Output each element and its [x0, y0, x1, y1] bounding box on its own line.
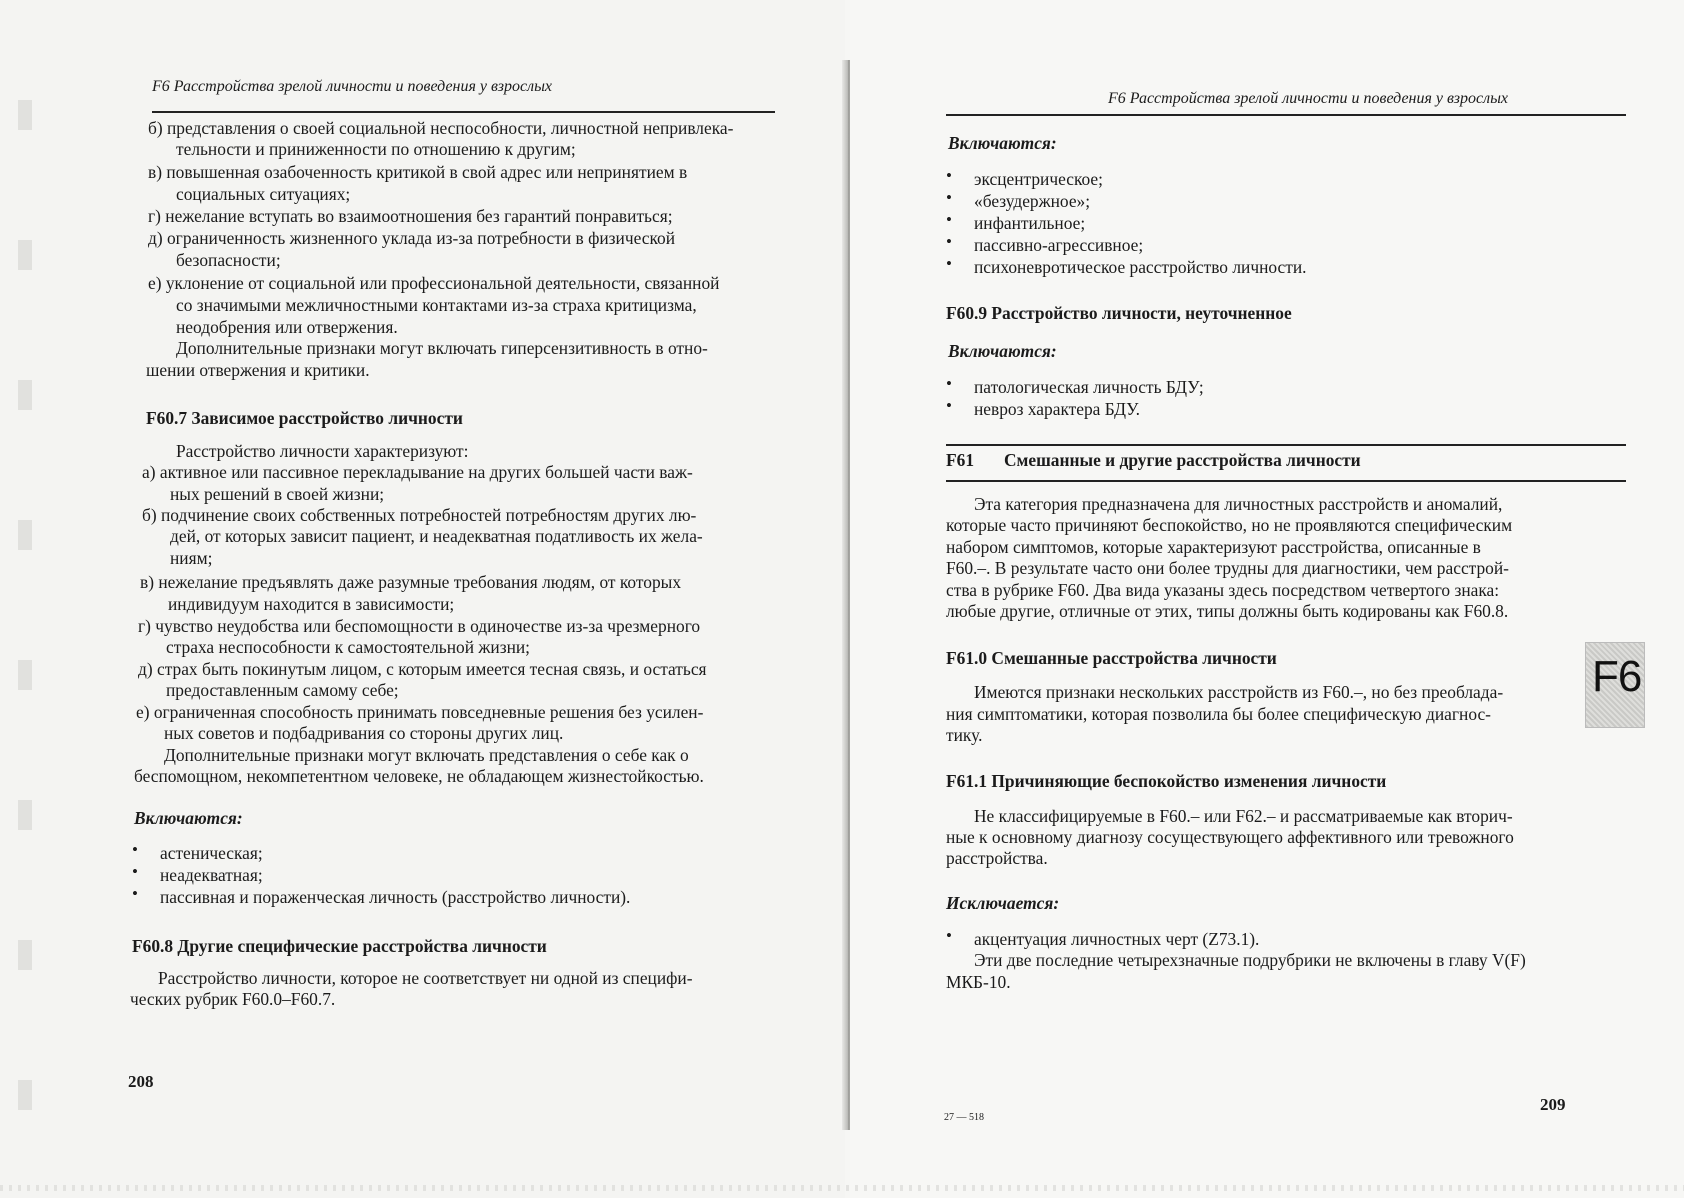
text-line: Эта категория предназначена для личностных расстройств и аномалий,: [974, 494, 1503, 514]
running-head-right: F6 Расстройства зрелой личности и поведения у взрослых: [1108, 90, 1509, 107]
bullet-icon: •: [946, 926, 952, 945]
text-line: ниям;: [170, 548, 213, 568]
list-item: невроз характера БДУ.: [974, 399, 1140, 419]
text-line: д) страх быть покинутым лицом, с которым имеется тесная связь, и остаться: [138, 659, 707, 679]
text-line: тику.: [946, 725, 983, 745]
section-heading-f60-8: F60.8 Другие специфические расстройства личности: [132, 936, 547, 956]
text-line: ных решений в своей жизни;: [170, 484, 385, 504]
text-line: ных советов и подбадривания со стороны других лиц.: [164, 723, 564, 743]
text-line: д) ограниченность жизненного уклада из-за потребности в физической: [148, 228, 676, 248]
text-line: б) представления о своей социальной неспособности, личностной непривлека-: [148, 118, 734, 138]
text-line: е) уклонение от социальной или профессиональной деятельности, связанной: [148, 273, 720, 293]
bullet-icon: •: [946, 188, 952, 207]
bullet-icon: •: [946, 396, 952, 415]
list-item: психоневротическое расстройство личности.: [974, 257, 1307, 277]
list-item: пассивно-агрессивное;: [974, 235, 1144, 255]
included-label: Включаются:: [948, 133, 1057, 153]
text-line: расстройства.: [946, 848, 1048, 868]
text-line: ческих рубрик F60.0–F60.7.: [130, 989, 336, 1009]
page-number-left: 208: [128, 1072, 154, 1091]
text-line: ства в рубрике F60. Два вида указаны здесь посредством четвертого знака:: [946, 580, 1500, 600]
list-item: неадекватная;: [160, 865, 263, 885]
section-heading-f61-title: Смешанные и другие расстройства личности: [1004, 450, 1361, 470]
bullet-icon: •: [946, 166, 952, 185]
right-page: [850, 0, 1684, 1198]
text-line: ные к основному диагнозу сосуществующего аффективного или тревожного: [946, 827, 1514, 847]
scan-edge-marks: [18, 40, 32, 1120]
scan-noise: [0, 1185, 1684, 1191]
text-line: безопасности;: [176, 250, 281, 270]
list-item: эксцентрическое;: [974, 169, 1103, 189]
text-line: страха неспособности к самостоятельной жизни;: [166, 637, 531, 657]
text-line: тельности и приниженности по отношению к другим;: [176, 139, 576, 159]
text-line: Эти две последние четырехзначные подрубрики не включены в главу V(F): [974, 950, 1526, 970]
text-line: F60.–. В результате часто они более трудны для диагностики, чем расстрой-: [946, 558, 1509, 578]
text-line: ния симптоматики, которая позволила бы более специфическую диагнос-: [946, 704, 1491, 724]
text-line: Расстройство личности характеризуют:: [176, 441, 469, 461]
list-item: пассивная и пораженческая личность (расстройство личности).: [160, 887, 631, 907]
list-item: астеническая;: [160, 843, 263, 863]
section-rule-bottom: [946, 480, 1626, 482]
section-heading-f60-7: F60.7 Зависимое расстройство личности: [146, 408, 463, 428]
text-line: набором симптомов, которые характеризуют расстройства, описанные в: [946, 537, 1481, 557]
text-line: а) активное или пассивное перекладывание на других большей части важ-: [142, 462, 693, 482]
text-line: Имеются признаки нескольких расстройств из F60.–, но без преоблада-: [974, 682, 1504, 702]
included-label: Включаются:: [948, 341, 1057, 361]
text-line: Не классифицируемые в F60.– или F62.– и рассматриваемые как вторич-: [974, 806, 1513, 826]
text-line: любые другие, отличные от этих, типы должны быть кодированы как F60.8.: [946, 601, 1509, 621]
bullet-icon: •: [946, 232, 952, 251]
page-number-right: 209: [1540, 1095, 1566, 1114]
section-heading-f61-code: F61: [946, 450, 975, 470]
text-line: г) нежелание вступать во взаимоотношения без гарантий понравиться;: [148, 206, 673, 226]
text-line: Расстройство личности, которое не соответствует ни одной из специфи-: [158, 968, 693, 988]
list-item: инфантильное;: [974, 213, 1086, 233]
header-rule-left: [152, 111, 775, 113]
bullet-icon: •: [132, 884, 138, 903]
included-label: Включаются:: [134, 808, 243, 828]
text-line: г) чувство неудобства или беспомощности в одиночестве из-за чрезмерного: [138, 616, 701, 636]
text-line: Дополнительные признаки могут включать гиперсензитивность в отно-: [176, 338, 708, 358]
text-line: предоставленным самому себе;: [166, 680, 399, 700]
bullet-icon: •: [132, 862, 138, 881]
section-heading-f60-9: F60.9 Расстройство личности, неуточненное: [946, 303, 1292, 323]
section-heading-f61-0: F61.0 Смешанные расстройства личности: [946, 648, 1277, 668]
list-item: «безудержное»;: [974, 191, 1091, 211]
chapter-tab-label: F6: [1592, 652, 1642, 701]
text-line: беспомощном, некомпетентном человеке, не обладающем жизнестойкостью.: [134, 766, 704, 786]
bullet-icon: •: [946, 210, 952, 229]
text-line: индивидуум находится в зависимости;: [168, 594, 455, 614]
excluded-label: Исключается:: [946, 893, 1060, 913]
bullet-icon: •: [132, 840, 138, 859]
list-item: патологическая личность БДУ;: [974, 377, 1204, 397]
list-item: акцентуация личностных черт (Z73.1).: [974, 929, 1260, 949]
text-line: МКБ-10.: [946, 972, 1011, 992]
text-line: шении отвержения и критики.: [146, 360, 370, 380]
text-line: которые часто причиняют беспокойство, но не проявляются специфическим: [946, 515, 1513, 535]
header-rule-right: [946, 114, 1626, 116]
section-heading-f61-1: F61.1 Причиняющие беспокойство изменения личности: [946, 771, 1387, 791]
bullet-icon: •: [946, 254, 952, 273]
text-line: в) нежелание предъявлять даже разумные требования людям, от которых: [140, 572, 682, 592]
bullet-icon: •: [946, 374, 952, 393]
text-line: в) повышенная озабоченность критикой в свой адрес или непринятием в: [148, 162, 688, 182]
text-line: неодобрения или отвержения.: [176, 317, 398, 337]
text-line: со значимыми межличностными контактами из-за страха критицизма,: [176, 295, 697, 315]
section-rule-top: [946, 444, 1626, 446]
text-line: дей, от которых зависит пациент, и неадекватная податливость их жела-: [170, 526, 703, 546]
text-line: б) подчинение своих собственных потребностей потребностям других лю-: [142, 505, 697, 525]
footer-signature: 27 — 518: [944, 1112, 984, 1123]
text-line: социальных ситуациях;: [176, 184, 351, 204]
text-line: е) ограниченная способность принимать повседневные решения без усилен-: [136, 702, 704, 722]
running-head-left: F6 Расстройства зрелой личности и поведения у взрослых: [152, 78, 553, 95]
text-line: Дополнительные признаки могут включать представления о себе как о: [164, 745, 689, 765]
